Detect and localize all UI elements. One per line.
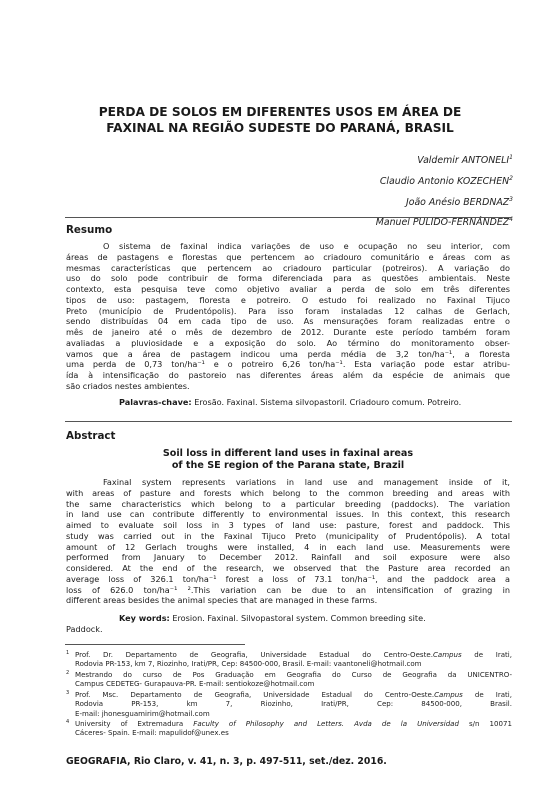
text-line: different areas besides the animal species that are managed in these farms.	[66, 595, 378, 606]
text-line: the same characteristics which belong to a particular breeding (paddocks). The variation	[66, 498, 510, 509]
text-line: loss of 626.0 ton/ha⁻¹ ².This variation can be due to an intensification of grazing in	[66, 584, 510, 595]
text-line: uma perda de 0,73 ton/ha⁻¹ e o potreiro 6,26 ton/ha⁻¹. Esta variação pode estar atribu-	[66, 359, 510, 370]
text-line: são criados nestes ambientes.	[66, 380, 190, 391]
text-line: considered. At the end of the research, we observed that the Pasture area recorded an	[66, 563, 510, 573]
text-line: with areas of pasture and forests which belong to the common breeding and areas with	[66, 487, 510, 498]
divider	[65, 217, 512, 218]
footnote-marker: 1	[66, 650, 70, 656]
author: Claudio Antonio KOZECHEN$^2$	[379, 174, 513, 187]
paper-title-line-1: PERDA DE SOLOS EM DIFERENTES USOS EM ÁREA DE	[98, 105, 462, 119]
text-line: avaliadas a pluviosidade e a exposição do solo. Ao término do monitoramento obser-	[66, 337, 510, 348]
text-line: Rodovia PR-153, km 7, Riozinho, Irati/PR, Cep: 84500-000, Brasil.	[75, 699, 512, 709]
author: Valdemir ANTONELI$^1$	[417, 154, 513, 167]
abstract-title-line-2: of the SE region of the Parana state, Brazil	[171, 460, 405, 472]
footnote	[66, 719, 512, 738]
journal-citation-footer: GEOGRAFIA, Rio Claro, v. 41, n. 3, p. 497-511, set./dez. 2016.	[66, 756, 387, 767]
text-line: uso do solo pode contribuir de forma diferenciada para as questões ambientais. Neste	[66, 273, 510, 284]
paper-title-line-2: FAXINAL NA REGIÃO SUDESTE DO PARANÁ, BRASIL	[106, 121, 454, 135]
footnote-marker: 3	[66, 690, 70, 696]
text-line: Rodovia PR-153, km 7, Riozinho, Irati/PR, Cep: 84500-000, Brasil. E-mail: vaantoneli@hotmail.com	[75, 659, 422, 669]
abstract-keywords	[66, 613, 510, 635]
divider	[65, 421, 512, 422]
text-line: Campus CEDETEG- Gurapauva-PR. E-mail: sentiokoze@hotmail.com	[75, 679, 315, 689]
footnote	[66, 650, 512, 669]
paper-title	[60, 104, 500, 136]
text-line: Mestrando do curso de Pos Graduação em Geografia do Curso de Geografia da UNICENTRO-	[75, 670, 512, 679]
text-line: contexto, esta pesquisa teve como objetivo avaliar a perda de solo em três diferentes	[66, 284, 510, 294]
footnote-divider	[65, 644, 245, 645]
text-line: aimed to evaluate soil loss in 3 types of land use: pasture, forest and paddock. This	[66, 520, 510, 530]
text-line: tipos de uso: pastagem, floresta e potreiro. O estudo foi realizado no Faxinal Tijuco	[66, 294, 510, 305]
text-line: sendo distribuídas 04 em cada tipo de uso. As mensurações foram realizadas entre o	[66, 316, 510, 327]
text-line: in land use can contribute differently to environmental issues. In this context, this research	[66, 509, 510, 520]
text-line: ída à intensificação do pastoreio nas diferentes áreas além da espécie de animais que	[66, 370, 510, 380]
author: João Anésio BERDNAZ$^3$	[405, 195, 513, 208]
text-line: amount of 12 Gerlach troughs were installed, 4 in each land use. Measurements were	[66, 541, 510, 552]
footnote	[66, 670, 512, 689]
text-line: E-mail: jhonesguamirim@hotmail.com	[75, 708, 210, 718]
text-line: vamos que a área de pastagem indicou uma perda média de 3,2 ton/ha⁻¹, a floresta	[66, 348, 510, 359]
author: Manuel PULIDO-FERNÁNDEZ$^4$	[375, 216, 513, 229]
keywords-text: Erosão. Faxinal. Sistema silvopastoril. Criadouro comum. Potreiro.	[191, 397, 462, 407]
keywords-text: Erosion. Faxinal. Silvopastoral system. Common breeding site.	[169, 613, 426, 623]
footnote-marker: 4	[66, 719, 70, 725]
footnote-marker: 1	[509, 154, 513, 161]
author-list	[376, 149, 513, 232]
keywords-label: Key words:	[119, 613, 170, 623]
footnote-marker: 4	[509, 216, 513, 224]
text-line: University of Extremadura Faculty of Philosophy and Letters. Avda de la Universidad s/n 10071	[75, 719, 512, 728]
text-line: Faxinal system represents variations in land use and management inside of it,	[103, 477, 510, 487]
resumo-body	[66, 241, 510, 392]
keywords-label: Palavras-chave:	[119, 397, 192, 407]
resumo-keywords	[66, 397, 510, 408]
text-line: average loss of 326.1 ton/ha⁻¹ forest a loss of 73.1 ton/ha⁻¹, and the paddock area a	[66, 573, 510, 584]
keywords-text: Paddock.	[66, 623, 103, 634]
text-line: Cáceres- Spain. E-mail: mapulidof@unex.es	[75, 728, 229, 738]
abstract-title	[66, 448, 510, 473]
footnote	[66, 690, 512, 718]
footnote-marker: 2	[509, 174, 513, 182]
text-line: performed from January to December 2012. Rainfall and soil exposure were also	[66, 552, 510, 563]
text-line: O sistema de faxinal indica variações de uso e ocupação no seu interior, com	[103, 241, 510, 251]
text-line: mês de janeiro até o mês de dezembro de 2012. Durante este período também foram	[66, 327, 510, 337]
abstract-body	[66, 477, 510, 606]
resumo-heading: Resumo	[66, 224, 113, 236]
abstract-title-line-1: Soil loss in different land uses in faxinal areas	[162, 448, 414, 459]
text-line: áreas de pastagens e florestas que pertencem ao criadouro comunitário e áreas com as	[66, 251, 510, 262]
text-line: study was carried out in the Faxinal Tijuco Preto (municipality of Prudentópolis). A total	[66, 530, 510, 541]
abstract-heading: Abstract	[66, 430, 116, 442]
text-line: Prof. Msc. Departamento de Geografia, Universidade Estadual do Centro-Oeste.Campus de Irati,	[75, 690, 512, 699]
text-line: mesmas características que pertencem ao criadouro particular (potreiros). A variação do	[66, 262, 510, 273]
footnote-marker: 2	[66, 670, 70, 676]
text-line: Prof. Dr. Departamento de Geografia, Universidade Estadual do Centro-Oeste.Campus de Irati,	[75, 650, 512, 659]
footnote-marker: 3	[509, 195, 513, 203]
text-line: Preto (município de Prudentópolis). Para isso foram instaladas 12 calhas de Gerlach,	[66, 305, 510, 316]
